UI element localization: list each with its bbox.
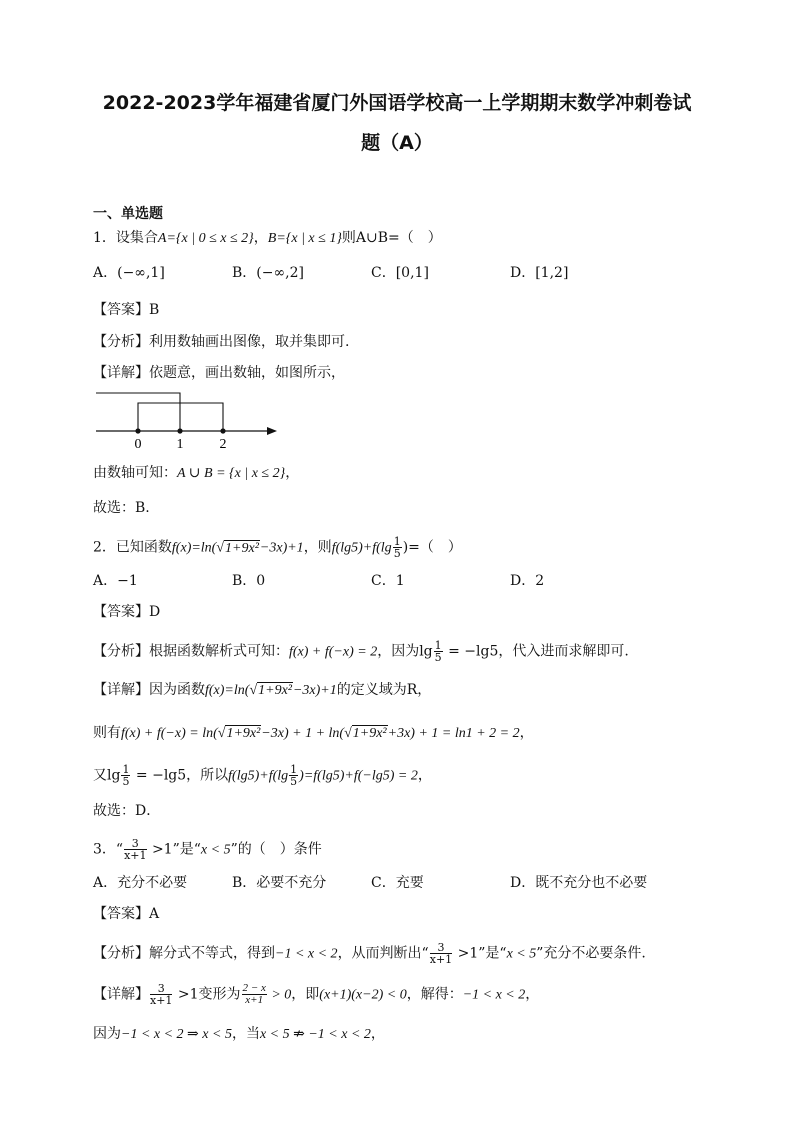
q3-detail-d: ，解得： bbox=[406, 986, 463, 1003]
q2-line3-c: f(lg5)+f(lg bbox=[228, 768, 289, 784]
q3-answer-value: A bbox=[149, 906, 160, 922]
q1-analysis bbox=[93, 333, 349, 351]
q3-last-b: ，当 bbox=[231, 1026, 260, 1042]
q1-set-a: A={x | 0 ≤ x ≤ 2} bbox=[157, 231, 254, 246]
q2-detail-function-tail: −3x)+1 bbox=[292, 683, 337, 698]
answer-label: 【答案】 bbox=[93, 302, 149, 318]
q3-analysis-fraction bbox=[430, 942, 452, 965]
q2-detail-b: 的定义域为R， bbox=[336, 682, 432, 698]
q3-stem-cond: x < 5 bbox=[200, 842, 231, 858]
answer-label: 【答案】 bbox=[93, 906, 149, 922]
q1-point-2 bbox=[220, 428, 225, 433]
q3-last-a: −1 < x < 2 ⇒ x < 5 bbox=[121, 1027, 232, 1042]
q3-stem-suffix: ”的（ ）条件 bbox=[230, 841, 322, 858]
q1-option-c: C．[0,1] bbox=[371, 265, 429, 281]
q3-detail-fraction2-den: x+1 bbox=[245, 994, 264, 1006]
q2-line3-fraction-num: 1 bbox=[122, 763, 130, 776]
q3-last-c: x < 5 ⇏ −1 < x < 2 bbox=[259, 1027, 371, 1042]
q2-line2-b: −3x) + 1 + ln( bbox=[261, 726, 345, 741]
q3-analysis-math: −1 < x < 2 bbox=[275, 946, 338, 962]
q2-detail-function-head: f(x)=ln( bbox=[205, 683, 250, 698]
detail-label: 【详解】 bbox=[93, 986, 149, 1003]
q3-analysis-a: 解分式不等式，得到 bbox=[149, 945, 275, 962]
q2-analysis-fraction-num: 1 bbox=[434, 639, 442, 652]
q2-analysis-c: ，代入进而求解即可. bbox=[498, 643, 629, 660]
q1-tick-label-2: 2 bbox=[219, 437, 227, 452]
q2-stem-prefix: 2．已知函数 bbox=[93, 539, 172, 556]
q3-option-b: B．必要不充分 bbox=[232, 875, 327, 891]
q2-line3-lg: lg bbox=[107, 767, 121, 784]
q2-option-b: B．0 bbox=[232, 573, 266, 589]
q1-stem-suffix: 则A∪B=（ ） bbox=[341, 230, 442, 246]
q1-point-1 bbox=[177, 428, 182, 433]
q2-detail bbox=[93, 681, 431, 700]
q3-detail-e: −1 < x < 2 bbox=[462, 987, 526, 1003]
q2-function-tail: −3x)+1 bbox=[259, 540, 304, 556]
q1-answer bbox=[93, 301, 159, 319]
analysis-label: 【分析】 bbox=[93, 643, 149, 660]
q2-detail-line2 bbox=[93, 724, 534, 743]
q3-detail-fraction2-num: 2 − x bbox=[242, 982, 266, 994]
q2-detail-sqrt: 1+9x² bbox=[258, 683, 292, 698]
q3-detail-fraction-num: 3 bbox=[150, 983, 172, 995]
q2-option-a: A．−1 bbox=[93, 573, 138, 589]
section-heading: 一、单选题 bbox=[93, 206, 163, 222]
q2-option-c: C．1 bbox=[371, 573, 405, 589]
q2-function: f(x)=ln(√1+9x²−3x)+1 bbox=[171, 540, 304, 556]
q3-option-c: C．充要 bbox=[371, 875, 424, 891]
q1-number-line-figure bbox=[93, 386, 283, 452]
q3-analysis bbox=[93, 942, 646, 965]
q2-query-tail: )=（ ） bbox=[402, 539, 462, 556]
q3-detail-fraction-2 bbox=[242, 983, 267, 1006]
q3-option-a: A．充分不必要 bbox=[93, 875, 188, 891]
q3-analysis-fraction-num: 3 bbox=[430, 942, 452, 954]
q1-stem bbox=[93, 229, 442, 248]
detail-label: 【详解】 bbox=[93, 682, 149, 698]
q3-analysis-fraction-den: x+1 bbox=[429, 953, 453, 966]
q1-point-0 bbox=[135, 428, 140, 433]
q2-line3-fraction2-den: 5 bbox=[290, 775, 298, 788]
q2-stem-mid: ，则 bbox=[303, 539, 332, 556]
q2-line2-sqrt2: 1+9x² bbox=[352, 726, 387, 741]
q2-choose: 故选：D． bbox=[93, 803, 161, 819]
q3-answer bbox=[93, 905, 159, 923]
q2-answer bbox=[93, 603, 160, 621]
q1-stem-sep: ， bbox=[253, 230, 268, 246]
q3-fraction-den: x+1 bbox=[124, 849, 147, 862]
q2-fraction-den: 5 bbox=[393, 547, 401, 560]
q1-analysis-text: 利用数轴画出图像，取并集即可. bbox=[149, 334, 350, 350]
q2-fraction-num: 1 bbox=[393, 535, 401, 548]
q2-line3-a: = −lg5 bbox=[131, 767, 187, 784]
q1-option-a: A．(−∞,1] bbox=[93, 265, 165, 281]
q2-analysis-lg: lg bbox=[419, 643, 433, 660]
q1-set-b: B={x | x ≤ 1} bbox=[267, 231, 342, 246]
q3-option-d: D．既不充分也不必要 bbox=[510, 875, 648, 891]
doc-title-line2: 题（A） bbox=[361, 132, 433, 154]
q3-analysis-d: ”充分不必要条件. bbox=[536, 945, 646, 962]
q3-last-prefix: 因为 bbox=[93, 1026, 121, 1042]
q2-line3-fraction-2 bbox=[289, 764, 298, 787]
q2-sqrt: 1+9x² bbox=[225, 540, 259, 556]
q1-tick-label-1: 1 bbox=[176, 437, 184, 452]
q2-line2-math: f(x) + f(−x) = ln(√1+9x²−3x) + 1 + ln(√1+9x²+3x) + 1 = ln1 + 2 = 2 bbox=[121, 726, 520, 741]
q2-analysis bbox=[93, 640, 629, 663]
q2-analysis-fraction-den: 5 bbox=[434, 651, 442, 664]
detail-label: 【详解】 bbox=[93, 365, 149, 381]
q2-detail-a: 因为函数 bbox=[149, 682, 205, 698]
q1-conclusion-math: A ∪ B = {x | x ≤ 2} bbox=[177, 466, 286, 481]
q2-function-head: f(x)=ln( bbox=[171, 540, 217, 556]
q2-line3-fraction-den: 5 bbox=[122, 775, 130, 788]
q3-stem-prefix: 3．“ bbox=[93, 841, 124, 858]
analysis-label: 【分析】 bbox=[93, 334, 149, 350]
q1-option-b: B．(−∞,2] bbox=[232, 265, 304, 281]
q2-line2-prefix: 则有 bbox=[93, 725, 121, 741]
q2-answer-value: D bbox=[149, 604, 161, 620]
q3-detail-gt: >1变形为 bbox=[173, 986, 241, 1003]
q2-query-head: f(lg5)+f(lg bbox=[331, 540, 392, 556]
q2-stem bbox=[93, 536, 462, 559]
q2-line3-fraction bbox=[121, 764, 130, 787]
q3-fraction bbox=[124, 838, 146, 861]
q3-analysis-cond: x < 5 bbox=[506, 946, 537, 962]
answer-label: 【答案】 bbox=[93, 604, 149, 620]
q2-analysis-b: ，因为 bbox=[377, 643, 420, 660]
q2-analysis-fraction bbox=[434, 640, 443, 663]
q3-last-end: ， bbox=[370, 1026, 385, 1042]
q2-line3-d: )=f(lg5)+f(−lg5) = 2 bbox=[299, 768, 418, 784]
q2-line2-sqrt1: 1+9x² bbox=[226, 726, 261, 741]
q2-line3-prefix: 又 bbox=[93, 767, 107, 784]
q2-analysis-math: f(x) + f(−x) = 2 bbox=[289, 644, 378, 660]
q3-detail-a: > 0 bbox=[267, 987, 292, 1003]
q1-choose: 故选：B. bbox=[93, 500, 150, 516]
q1-conclusion-suffix: ， bbox=[285, 465, 300, 481]
q3-stem bbox=[93, 838, 322, 861]
q1-stem-prefix: 1．设集合 bbox=[93, 230, 158, 246]
q1-conclusion-prefix: 由数轴可知： bbox=[93, 465, 177, 481]
q3-detail-fraction-den: x+1 bbox=[150, 994, 173, 1007]
q2-analysis-a: 根据函数解析式可知： bbox=[149, 643, 289, 660]
q2-detail-line3 bbox=[93, 764, 432, 787]
q1-number-line-arrow bbox=[267, 427, 277, 435]
q2-option-d: D．2 bbox=[510, 573, 545, 589]
q3-detail-c: (x+1)(x−2) < 0 bbox=[319, 987, 407, 1003]
q3-fraction-num: 3 bbox=[124, 838, 146, 850]
q3-last-line bbox=[93, 1025, 385, 1044]
q3-analysis-c: >1”是“ bbox=[453, 945, 507, 962]
q1-answer-value: B bbox=[149, 302, 160, 318]
q3-detail bbox=[93, 983, 539, 1006]
q2-line3-fraction2-num: 1 bbox=[290, 763, 298, 776]
q3-analysis-b: ，从而判断出“ bbox=[337, 945, 429, 962]
doc-title-line1: 2022-2023学年福建省厦门外国语学校高一上学期期末数学冲刺卷试 bbox=[102, 92, 692, 114]
q2-line3-end: ， bbox=[417, 767, 432, 784]
q3-stem-mid: >1”是“ bbox=[147, 841, 201, 858]
q2-line3-b: ，所以 bbox=[186, 767, 229, 784]
q2-fraction bbox=[393, 536, 402, 559]
q1-option-d: D．[1,2] bbox=[510, 265, 569, 281]
analysis-label: 【分析】 bbox=[93, 945, 149, 962]
q1-tick-label-0: 0 bbox=[134, 437, 142, 452]
q2-line2-a: f(x) + f(−x) = ln( bbox=[121, 726, 218, 741]
q3-detail-fraction bbox=[150, 983, 172, 1006]
q1-conclusion bbox=[93, 464, 299, 483]
q2-line2-c: +3x) + 1 = ln1 + 2 = 2 bbox=[387, 726, 520, 741]
q3-detail-end: ， bbox=[525, 986, 540, 1003]
q2-detail-function: f(x)=ln(√1+9x²−3x)+1 bbox=[205, 683, 337, 698]
q1-detail bbox=[93, 364, 345, 382]
q2-analysis-lg-end: = −lg5 bbox=[443, 643, 499, 660]
q2-line2-end: ， bbox=[519, 725, 534, 741]
q1-detail-text: 依题意，画出数轴，如图所示， bbox=[149, 365, 345, 381]
q3-detail-b: ，即 bbox=[291, 986, 320, 1003]
